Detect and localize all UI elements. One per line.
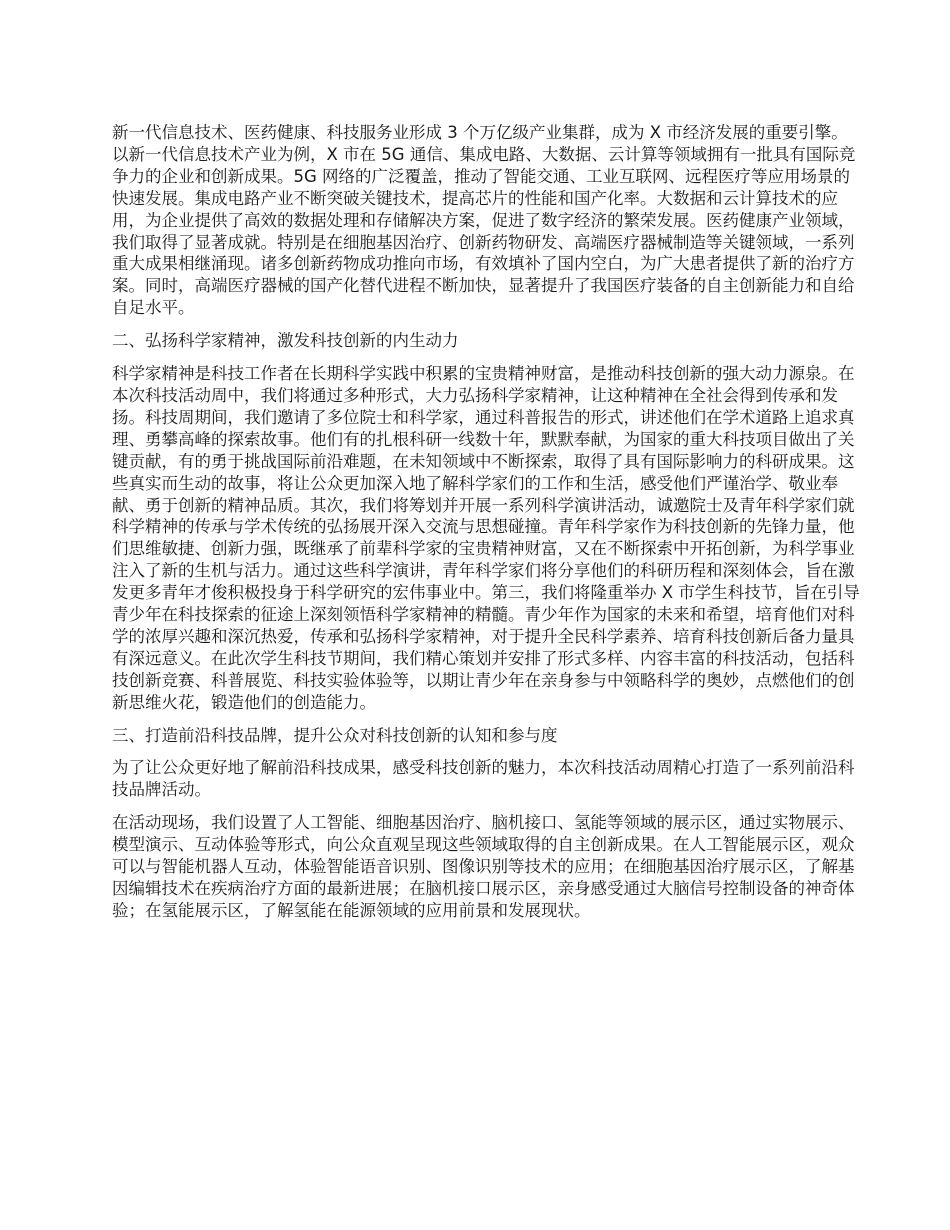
- spacer: [112, 714, 860, 725]
- spacer: [112, 319, 860, 330]
- spacer: [112, 801, 860, 812]
- paragraph-scientist-spirit: 科学家精神是科技工作者在长期科学实践中积累的宝贵精神财富，是推动科技创新的强大动力源泉。在本次科技活动周中，我们将通过多种形式，大力弘扬科学家精神，让这种精神在全社会得到传承和发扬。科技周期间，我们邀请了多位院士和科学家，通过科普报告的形式，讲述他们在学术道路上追求真理、勇攀高峰的探索故事。他们有的扎根科研一线数十年，默默奉献，为国家的重大科技项目做出了关键贡献，有的勇于挑战国际前沿难题，在未知领域中不断探索，取得了具有国际影响力的科研成果。这些真实而生动的故事，将让公众更加深入地了解科学家们的工作和生活，感受他们严谨治学、敬业奉献、勇于创新的精神品质。其次，我们将筹划并开展一系列科学演讲活动，诚邀院士及青年科学家们就科学精神的传承与学术传统的弘扬展开深入交流与思想碰撞。青年科学家作为科技创新的先锋力量，他们思维敏捷、创新力强，既继承了前辈科学家的宝贵精神财富，又在不断探索中开拓创新，为科学事业注入了新的生机与活力。通过这些科学演讲，青年科学家们将分享他们的科研历程和深刻体会，旨在激发更多青年才俊积极投身于科学研究的宏伟事业中。第三，我们将隆重举办 X 市学生科技节，旨在引导青少年在科技探索的征途上深刻领悟科学家精神的精髓。青少年作为国家的未来和希望，培育他们对科学的浓厚兴趣和深沉热爱，传承和弘扬科学家精神，对于提升全民科学素养、培育科技创新后备力量具有深远意义。在此次学生科技节期间，我们精心策划并安排了形式多样、内容丰富的科技活动，包括科技创新竞赛、科普展览、科技实验体验等，以期让青少年在亲身参与中领略科学的奥妙，点燃他们的创新思维火花，锻造他们的创造能力。: [112, 364, 860, 712]
- section-heading-3: 三、打造前沿科技品牌，提升公众对科技创新的认知和参与度: [112, 725, 558, 745]
- paragraph-frontier-brand-intro: 为了让公众更好地了解前沿科技成果，感受科技创新的魅力，本次科技活动周精心打造了一系列前沿科技品牌活动。: [112, 758, 855, 800]
- spacer: [112, 352, 860, 363]
- spacer: [112, 746, 860, 757]
- document-body: [112, 122, 860, 922]
- paragraph-exhibition-areas: 在活动现场，我们设置了人工智能、细胞基因治疗、脑机接口、氢能等领域的展示区，通过实物展示、模型演示、互动体验等形式，向公众直观呈现这些领域取得的自主创新成果。在人工智能展示区，观众可以与智能机器人互动，体验智能语音识别、图像识别等技术的应用；在细胞基因治疗展示区，了解基因编辑技术在疾病治疗方面的最新进展；在脑机接口展示区，亲身感受通过大脑信号控制设备的神奇体验；在氢能展示区，了解氢能在能源领域的应用前景和发展现状。: [112, 813, 855, 920]
- section-heading-2: 二、弘扬科学家精神，激发科技创新的内生动力: [112, 331, 459, 351]
- paragraph-industry-clusters: 新一代信息技术、医药健康、科技服务业形成 3 个万亿级产业集群，成为 X 市经济发展的重要引擎。以新一代信息技术产业为例，X 市在 5G 通信、集成电路、大数据、云计算等领域拥有一批具有国际竞争力的企业和创新成果。5G 网络的广泛覆盖，推动了智能交通、工业互联网、远程医疗等应用场景的快速发展。集成电路产业不断突破关键技术，提高芯片的性能和国产化率。大数据和云计算技术的应用，为企业提供了高效的数据处理和存储解决方案，促进了数字经济的繁荣发展。医药健康产业领域，我们取得了显著成就。特别是在细胞基因治疗、创新药物研发、高端医疗器械制造等关键领域，一系列重大成果相继涌现。诸多创新药物成功推向市场，有效填补了国内空白，为广大患者提供了新的治疗方案。同时，高端医疗器械的国产化替代进程不断加快，显著提升了我国医疗装备的自主创新能力和自给自足水平。: [112, 123, 856, 318]
